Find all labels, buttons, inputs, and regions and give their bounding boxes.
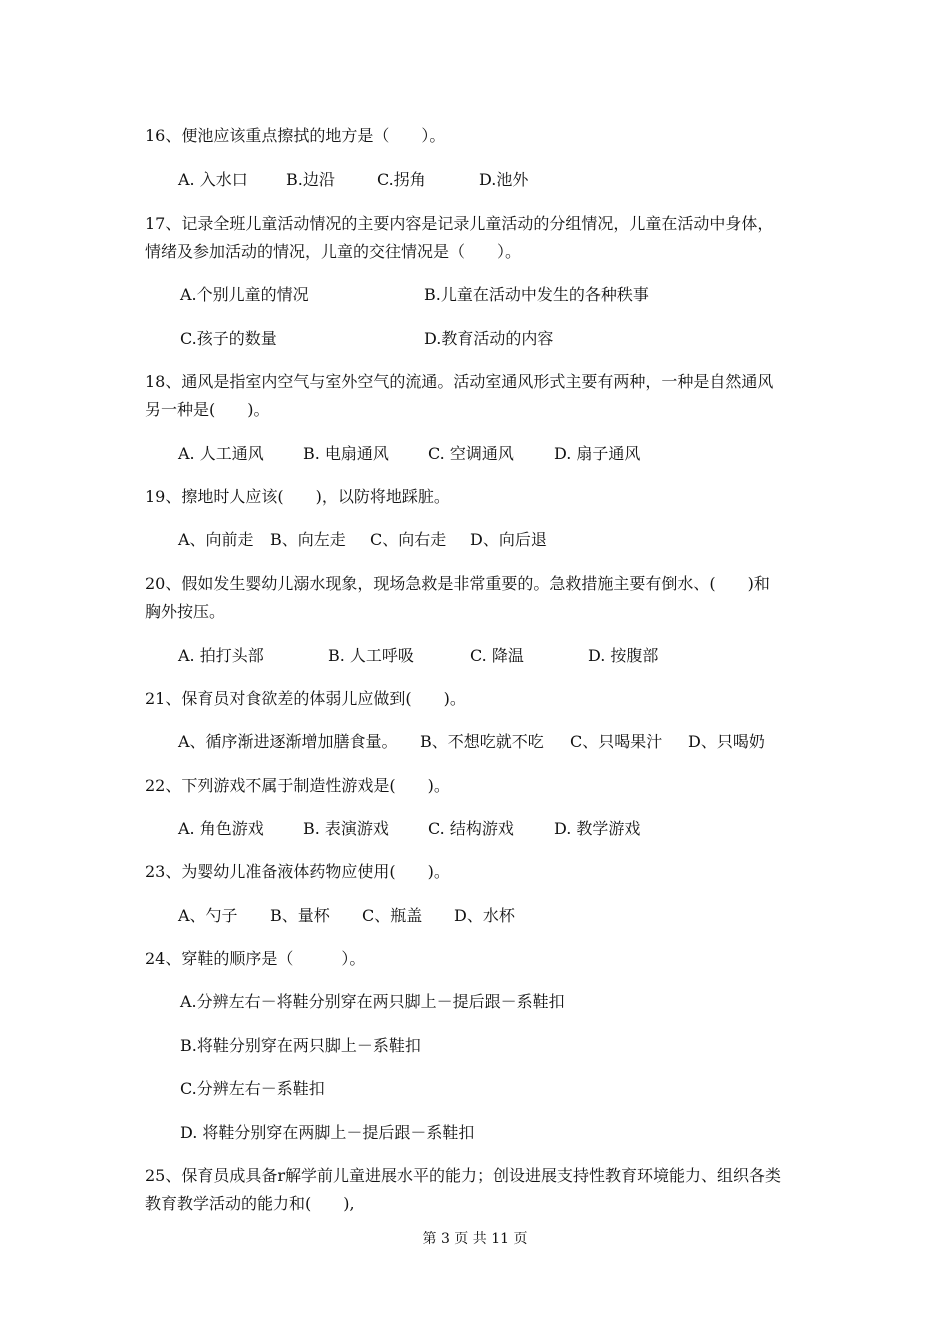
q18-option-d: D. 扇子通风 xyxy=(554,444,641,463)
q16-option-d: D.池外 xyxy=(479,170,529,189)
q19-option-d: D、向后退 xyxy=(470,530,547,549)
q21-option-c: C、只喝果汁 xyxy=(570,732,663,751)
q24-option-b: B.将鞋分别穿在两只脚上－系鞋扣 xyxy=(180,1036,421,1055)
q19-option-a: A、向前走 xyxy=(178,530,254,549)
question-16-text: 16、便池应该重点擦拭的地方是（ ）。 xyxy=(145,126,446,145)
q23-option-b: B、量杯 xyxy=(270,906,330,925)
q18-option-c: C. 空调通风 xyxy=(428,444,514,463)
question-19-text: 19、擦地时人应该( )，以防将地踩脏。 xyxy=(145,487,450,506)
q21-option-a: A、循序渐进逐渐增加膳食量。 xyxy=(178,732,398,751)
q23-option-d: D、水杯 xyxy=(454,906,515,925)
q23-option-a: A、勺子 xyxy=(178,906,238,925)
q16-option-b: B.边沿 xyxy=(286,170,335,189)
question-20-text-line2: 胸外按压。 xyxy=(145,602,226,621)
q24-option-d: D. 将鞋分别穿在两脚上－提后跟－系鞋扣 xyxy=(180,1123,475,1142)
q20-option-b: B. 人工呼吸 xyxy=(328,646,414,665)
q24-option-c: C.分辨左右－系鞋扣 xyxy=(180,1079,325,1098)
question-18-text-line1: 18、通风是指室内空气与室外空气的流通。活动室通风形式主要有两种，一种是自然通风 xyxy=(145,372,774,391)
question-17-text-line1: 17、记录全班儿童活动情况的主要内容是记录儿童活动的分组情况，儿童在活动中身体， xyxy=(145,214,774,233)
question-24-text: 24、穿鞋的顺序是（ ）。 xyxy=(145,949,366,968)
q22-option-d: D. 教学游戏 xyxy=(554,819,641,838)
question-22-text: 22、下列游戏不属于制造性游戏是( )。 xyxy=(145,776,450,795)
q24-option-a: A.分辨左右－将鞋分别穿在两只脚上－提后跟－系鞋扣 xyxy=(180,992,565,1011)
q18-option-b: B. 电扇通风 xyxy=(303,444,389,463)
q17-option-d: D.教育活动的内容 xyxy=(424,329,554,348)
question-21-text: 21、保育员对食欲差的体弱儿应做到( )。 xyxy=(145,689,466,708)
q17-option-c: C.孩子的数量 xyxy=(180,329,277,348)
q17-option-a: A.个别儿童的情况 xyxy=(180,285,309,304)
q21-option-d: D、只喝奶 xyxy=(688,732,765,751)
q16-option-a: A. 入水口 xyxy=(178,170,248,189)
q16-option-c: C.拐角 xyxy=(377,170,426,189)
q19-option-b: B、向左走 xyxy=(270,530,346,549)
q20-option-c: C. 降温 xyxy=(470,646,524,665)
question-23-text: 23、为婴幼儿准备液体药物应使用( )。 xyxy=(145,862,450,881)
q21-option-b: B、不想吃就不吃 xyxy=(420,732,544,751)
q19-option-c: C、向右走 xyxy=(370,530,447,549)
q20-option-a: A. 拍打头部 xyxy=(178,646,264,665)
question-25-text-line2: 教育教学活动的能力和( ), xyxy=(145,1194,355,1213)
question-18-text-line2: 另一种是( )。 xyxy=(145,400,270,419)
q22-option-b: B. 表演游戏 xyxy=(303,819,389,838)
q23-option-c: C、瓶盖 xyxy=(362,906,423,925)
q18-option-a: A. 人工通风 xyxy=(178,444,264,463)
q17-option-b: B.儿童在活动中发生的各种秩事 xyxy=(424,285,649,304)
question-17-text-line2: 情绪及参加活动的情况，儿童的交往情况是（ ）。 xyxy=(145,242,522,261)
q22-option-a: A. 角色游戏 xyxy=(178,819,264,838)
q20-option-d: D. 按腹部 xyxy=(588,646,659,665)
q22-option-c: C. 结构游戏 xyxy=(428,819,514,838)
question-20-text-line1: 20、假如发生婴幼儿溺水现象，现场急救是非常重要的。急救措施主要有倒水、( )和 xyxy=(145,574,770,593)
question-25-text-line1: 25、保育员成具备r解学前儿童进展水平的能力；创设进展支持性教育环境能力、组织各类 xyxy=(145,1166,782,1185)
page-footer: 第 3 页 共 11 页 xyxy=(422,1231,528,1247)
